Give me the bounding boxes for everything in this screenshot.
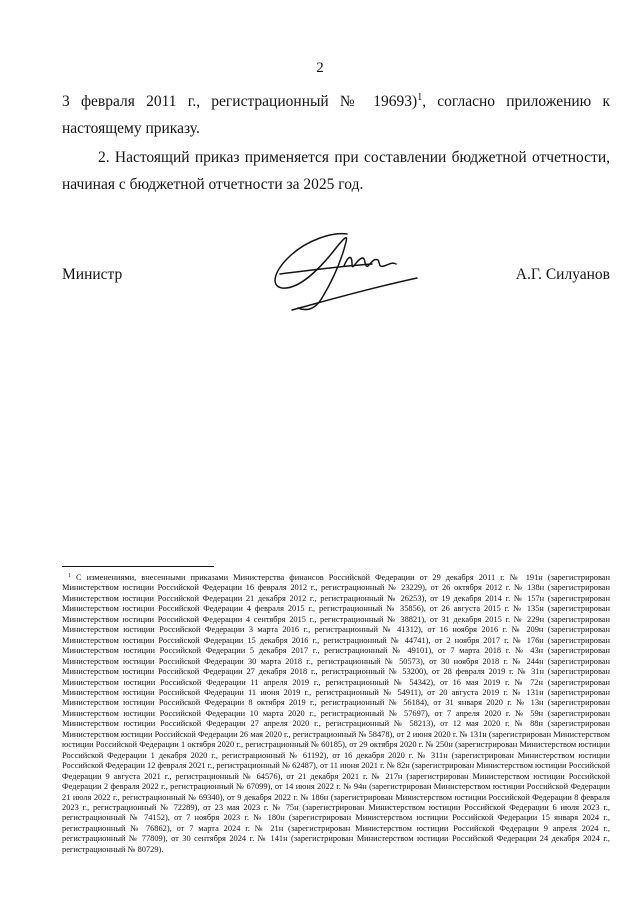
paragraph-continuation-text: 3 февраля 2011 г., регистрационный № 19693) <box>62 93 418 110</box>
paragraph-2: 2. Настоящий приказ применяется при составлении бюджетной отчетности, начиная с бюджетной отчетности за 2025 год. <box>62 149 610 193</box>
footnote <box>62 573 610 855</box>
handwritten-signature <box>252 226 422 316</box>
signature-letters <box>344 257 396 266</box>
footnote-reference: 1 <box>417 92 423 103</box>
signature-tail <box>292 278 417 310</box>
page-number: 2 <box>316 60 324 76</box>
footnote-marker: 1 <box>68 573 71 579</box>
footnote-text: С изменениями, внесенными приказами Министерства финансов Российской Федерации от 29 декабря 2011 г. № 191н (зарегистрирован Министерством юстиции Российской Федерации 16 февраля 2012 г., регистрационный № 23229), от 26 октября 2012 г. № 138н (зарегистрирован Министерством юстиции Российской Федерации 21 декабря 2012 г., регистрационный № 26253), от 19 декабря 2014 г. № 157н (зарегистрирован Министерством юстиции Российской Федерации 4 февраля 2015 г., регистрационный № 35856), от 26 августа 2015 г. № 135н (зарегистрирован Министерством юстиции Российской Федерации 4 сентября 2015 г., регистрационный № 38821), от 31 декабря 2015 г. № 229н (зарегистрирован Министерством юстиции Российской Федерации 3 марта 2016 г., регистрационный № 41312), от 16 ноября 2016 г. № 209н (зарегистрирован Министерством юстиции Российской Федерации 15 декабря 2016 г., регистрационный № 44741), от 2 ноября 2017 г. № 176н (зарегистрирован Министерством юстиции Российской Федерации 5 декабря 2017 г., регистрационный № 49101), от 7 марта 2018 г. № 43н (зарегистрирован Министерством юстиции Российской Федерации 30 марта 2018 г., регистрационный № 50573), от 30 ноября 2018 г. № 244н (зарегистрирован Министерством юстиции Российской Федерации 27 декабря 2018 г., регистрационный № 53200), от 28 февраля 2019 г. № 31н (зарегистрирован Министерством юстиции Российской Федерации 11 апреля 2019 г., регистрационный № 54342), от 16 мая 2019 г. № 72н (зарегистрирован Министерством юстиции Российской Федерации 11 июня 2019 г., регистрационный № 54911), от 20 августа 2019 г. № 131н (зарегистрирован Министерством юстиции Российской Федерации 8 октября 2019 г., регистрационный № 56184), от 31 января 2020 г. № 13н (зарегистрирован Министерством юстиции Российской Федерации 10 марта 2020 г., регистрационный № 57697), от 7 апреля 2020 г. № 59н (зарегистрирован Министерством юстиции Российской Федерации 27 апреля 2020 г., регистрационный № 58213), от 12 мая 2020 г. № 88н (зарегистрирован Министерством юстиции Российской Федерации 26 мая 2020 г., регистрационный № 58478), от 2 июня 2020 г. № 131н (зарегистрирован Министерством юстиции Российской Федерации 1 октября 2020 г., регистрационный № 60185), от 29 октября 2020 г. № 250н (зарегистрирован Министерством юстиции Российской Федерации 1 декабря 2020 г., регистрационный № 61192), от 16 декабря 2020 г. № 311н (зарегистрирован Министерством юстиции Российской Федерации 12 февраля 2021 г., регистрационный № 62487), от 11 июня 2021 г. № 82н (зарегистрирован Министерством юстиции Российской Федерации 9 августа 2021 г., регистрационный № 64576), от 21 декабря 2021 г. № 217н (зарегистрирован Министерством юстиции Российской Федерации 2 февраля 2022 г., регистрационный № 67099), от 14 июня 2022 г. № 94н (зарегистрирован Министерством юстиции Российской Федерации 21 июля 2022 г., регистрационный № 69340), от 9 декабря 2022 г. № 186н (зарегистрирован Министерством юстиции Российской Федерации 8 февраля 2023 г., регистрационный № 72289), от 23 мая 2023 г. № 75н (зарегистрирован Министерством юстиции Российской Федерации 6 июля 2023 г., регистрационный № 74152), от 7 ноября 2023 г. № 180н (зарегистрирован Министерством юстиции Российской Федерации 15 января 2024 г., регистрационный № 76862), от 7 марта 2024 г. № 21н (зарегистрирован Министерством юстиции Российской Федерации 9 апреля 2024 г., регистрационный № 77809), от 30 сентября 2024 г. № 141н (зарегистрирован Министерством юстиции Российской Федерации 24 декабря 2024 г., регистрационный № 80729). <box>62 573 610 854</box>
paragraph-continuation-tail: , согласно приложению к настоящему приказу. <box>62 93 611 137</box>
footnote-separator <box>62 566 214 567</box>
signatory-title: Министр <box>62 266 123 283</box>
paragraph-continuation <box>62 88 610 142</box>
signatory-name: А.Г. Силуанов <box>515 266 610 283</box>
signature-cross-stroke <box>280 264 372 274</box>
